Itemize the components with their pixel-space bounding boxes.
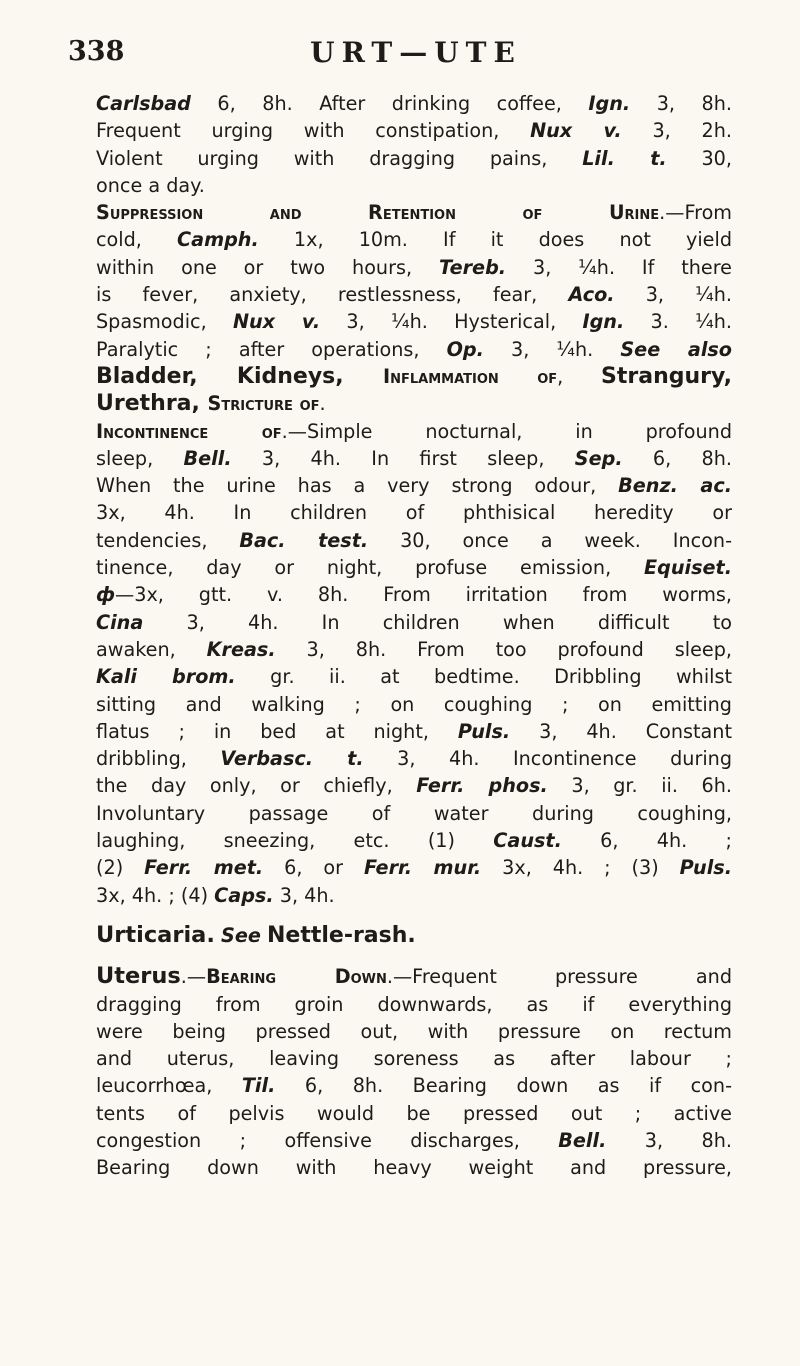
remedy-name: Lil. t. [582,146,667,170]
text-run: 3, 4h. [273,883,335,907]
text-run: 3x, 4h. ; (3) [481,856,680,880]
remedy-name: Op. [446,337,484,361]
text-run: 3, 2h. [621,119,732,143]
text-run: is fever, anxiety, restlessness, fear, [96,283,569,307]
text-line [96,1127,732,1154]
text-run: sleep, [96,446,184,470]
cross-reference: Strangury, [601,363,732,389]
remedy-name: Kali brom. [96,665,236,689]
text-line [96,963,732,990]
text-line: dragging from groin downwards, as if everything [96,992,732,1016]
text-line [96,1072,732,1099]
text-run: 3, 4h. In first sleep, [231,446,575,470]
text-line: 3x, 4h. In children of phthisical heredity or [96,501,732,525]
text-run: tinence, day or night, profuse emission, [96,556,645,580]
text-line [96,199,732,226]
text-line [96,117,732,144]
entry-uterus [96,963,732,1181]
remedy-name: Carlsbad [96,92,191,115]
remedy-name: Bell. [558,1128,607,1152]
remedy-name: Puls. [457,719,511,743]
entry-heading: Uterus [96,963,181,990]
cross-reference: Stricture of [207,392,320,416]
remedy-name: Ferr. met. [144,856,264,880]
remedy-name: Caps. [214,883,274,907]
text-run: 3, ¼h. [483,337,621,361]
remedy-name: Til. [241,1074,276,1098]
page-body [96,90,732,1182]
text-run: Violent urging with dragging pains, [96,146,583,170]
text-line [96,90,732,117]
text-run: 3, 4h. Incontinence during [363,747,732,771]
text-run: Spasmodic, [96,310,233,334]
text-run: 6, 8h. Bearing down as if con- [275,1074,732,1098]
text-run: 6, 8h. After drinking coffee, [190,92,589,115]
text-line: once a day. [96,173,205,197]
text-run: .—Simple nocturnal, in profound [281,419,732,443]
text-line [96,609,732,636]
remedy-name: Tereb. [438,255,507,279]
text-run: 30, [666,146,732,170]
text-run: 3, ¼h. Hysterical, [320,310,583,334]
remedy-name: Verbasc. t. [220,747,364,771]
text-line [96,772,732,799]
text-line [96,254,732,281]
text-run: When the urine has a very strong odour, [96,474,619,498]
text-line [96,554,732,581]
cross-reference: Inflammation of [383,364,558,388]
text-line [96,418,732,445]
remedy-name: Caust. [493,829,562,853]
text-run: 3, 8h. From too profound sleep, [275,637,732,661]
text-run: 3, ¼h. [614,283,732,307]
text-run: 6, 4h. ; [561,829,732,853]
text-run: flatus ; in bed at night, [96,719,458,743]
text-run: leucorrhœa, [96,1074,242,1098]
remedy-name: Kreas. [206,637,276,661]
text-run: 3, 8h. [606,1128,732,1152]
text-line [96,663,732,690]
text-line [96,827,732,854]
text-line [96,718,732,745]
text-line: and uterus, leaving soreness as after labour ; [96,1047,732,1071]
text-run: 1x, 10m. If it does not yield [258,228,732,252]
running-head: URT—UTE [310,36,522,69]
text-run: 3x, 4h. ; (4) [96,883,215,907]
paragraph-incontinence [96,418,732,909]
text-run: —3x, gtt. v. 8h. From irritation from worms, [115,583,732,607]
text-run: 30, once a week. Incon- [368,528,733,552]
text-line [96,336,732,363]
remedy-name: Ign. [588,92,631,115]
remedy-name: Benz. ac. [618,474,732,498]
see-ref: See [221,923,261,947]
remedy-name: Nux v. [232,310,321,334]
remedy-name: Camph. [177,228,259,252]
text-run: 3. ¼h. [624,310,732,334]
text-run: 3, 4h. In children when difficult to [143,610,732,634]
text-run: .— [180,965,207,989]
entry-urticaria [96,922,732,949]
text-run: . [319,392,326,416]
text-run: 3, gr. ii. 6h. [547,774,733,798]
section-heading: Bearing Down [206,965,387,989]
text-line [96,363,732,390]
remedy-name: Sep. [574,446,623,470]
text-line [96,854,732,881]
text-run: within one or two hours, [96,255,439,279]
remedy-name: Ferr. phos. [416,774,548,798]
remedy-name: Nux v. [530,119,622,143]
text-line: were being pressed out, with pressure on rectum [96,1019,732,1043]
remedy-name: Ferr. mur. [363,856,482,880]
remedy-name: Equiset. [644,556,732,580]
text-line [96,281,732,308]
remedy-name: Puls. [679,856,732,880]
text-run: (2) [96,856,145,880]
text-run: the day only, or chiefly, [96,774,417,798]
text-line [96,745,732,772]
text-run: 6, or [263,856,364,880]
text-line: sitting and walking ; on coughing ; on emitting [96,692,732,716]
text-run: 3, ¼h. If there [506,255,732,279]
text-run: awaken, [96,637,207,661]
text-line: Involuntary passage of water during coughing, [96,801,732,825]
cross-reference: Bladder, Kidneys, [96,363,383,389]
tincture-symbol: ф [96,583,116,607]
text-run: dribbling, [96,747,221,771]
remedy-name: Bell. [183,446,232,470]
cross-reference: Nettle-rash. [266,922,416,948]
text-line [96,226,732,253]
text-line [96,922,732,949]
section-heading: Incontinence of [96,419,282,443]
section-heading: Suppression and Retention of Urine [96,201,660,225]
text-line [96,145,732,172]
cross-reference: Urethra, [96,391,208,417]
text-line [96,581,732,608]
remedy-name: Bac. test. [239,528,369,552]
text-line [96,472,732,499]
text-line: Bearing down with heavy weight and pressure, [96,1156,732,1180]
remedy-name: Ign. [582,310,625,334]
text-run: Frequent urging with constipation, [96,119,531,143]
remedy-name: Aco. [568,283,615,307]
see-also-ref: See also [620,337,732,361]
paragraph-suppression [96,199,732,417]
text-run: laughing, sneezing, etc. (1) [96,829,494,853]
text-run: tendencies, [96,528,240,552]
text-line: tents of pelvis would be pressed out ; active [96,1101,732,1125]
page-header [68,36,724,76]
text-run: Paralytic ; after operations, [96,337,447,361]
remedy-name: Cina [96,610,144,634]
text-line [96,445,732,472]
text-run: .—From [659,201,732,225]
text-line [96,882,732,909]
text-run: congestion ; offensive discharges, [96,1128,559,1152]
page-number: 338 [68,36,125,67]
text-run: 3, 8h. [630,92,732,115]
text-run: 6, 8h. [622,446,732,470]
text-line [96,390,732,417]
text-line [96,636,732,663]
text-run: cold, [96,228,178,252]
text-run: 3, 4h. Constant [510,719,732,743]
text-run: , [557,364,602,388]
text-run: gr. ii. at bedtime. Dribbling whilst [235,665,733,689]
entry-heading: Urticaria. [96,921,215,948]
text-line [96,308,732,335]
paragraph-urging [96,90,732,199]
text-line [96,527,732,554]
text-run: .—Frequent pressure and [386,965,732,989]
